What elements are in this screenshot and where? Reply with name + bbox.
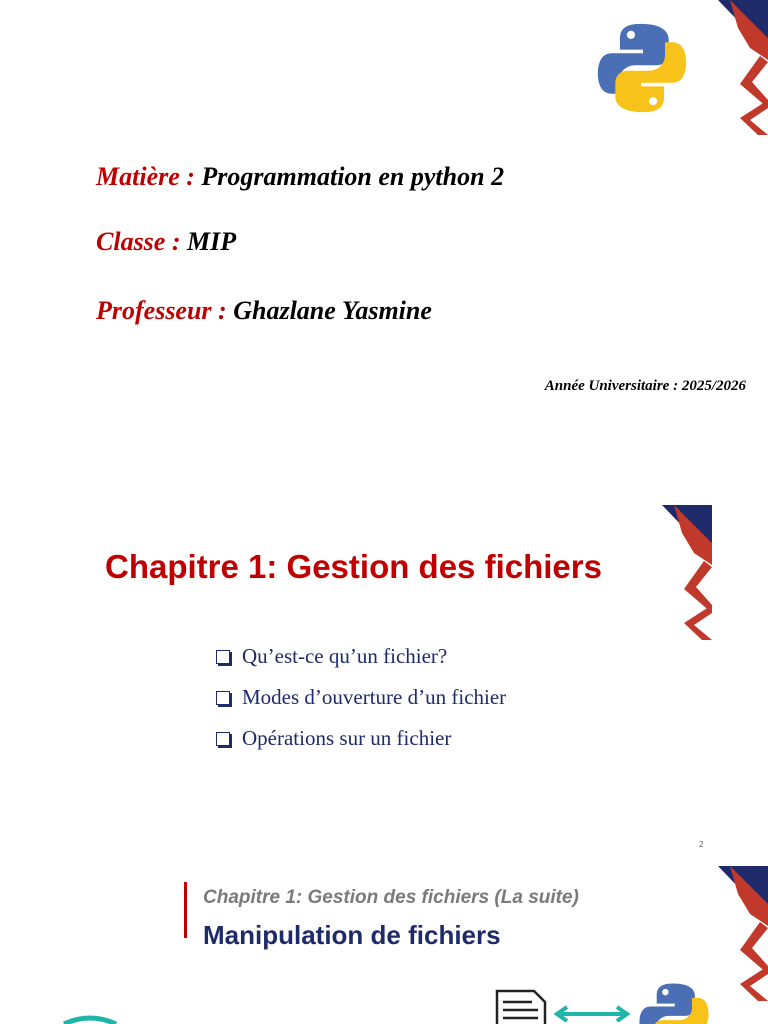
corner-ribbon	[716, 0, 768, 135]
professor-label: Professeur :	[96, 296, 227, 325]
list-item-text: Modes d’ouverture d’un fichier	[242, 685, 507, 709]
professor-value: Ghazlane Yasmine	[233, 296, 432, 325]
chapter-slide	[0, 460, 768, 860]
document-icon	[494, 988, 548, 1024]
list-item	[216, 718, 506, 759]
python-logo-icon	[638, 982, 710, 1024]
double-arrow-icon	[553, 1004, 631, 1024]
section-subtitle: Chapitre 1: Gestion des fichiers (La suite)	[203, 887, 579, 908]
corner-ribbon	[716, 866, 768, 1001]
checkbox-bullet-icon	[216, 732, 230, 746]
subject-label: Matière :	[96, 162, 195, 191]
title-slide	[0, 0, 768, 460]
chapter-title: Chapitre 1: Gestion des fichiers	[105, 548, 602, 585]
checkbox-bullet-icon	[216, 691, 230, 705]
class-label: Classe :	[96, 227, 181, 256]
professor-line	[96, 296, 432, 326]
class-line	[96, 227, 236, 257]
section-title: Manipulation de fichiers	[203, 920, 501, 950]
checkbox-bullet-icon	[216, 650, 230, 664]
class-value: MIP	[187, 227, 237, 256]
accent-bar	[184, 882, 187, 938]
page-number: 2	[699, 840, 704, 849]
section-slide	[0, 860, 768, 1024]
list-item-text: Qu’est-ce qu’un fichier?	[242, 644, 448, 668]
teal-arc-icon	[60, 1010, 120, 1024]
subject-line	[96, 162, 504, 192]
corner-ribbon	[660, 505, 712, 640]
list-item	[216, 677, 506, 718]
topic-list	[216, 636, 506, 759]
python-logo-icon	[596, 22, 688, 114]
subject-value: Programmation en python 2	[201, 162, 505, 191]
academic-year: Année Universitaire : 2025/2026	[544, 378, 746, 394]
list-item	[216, 636, 506, 677]
list-item-text: Opérations sur un fichier	[242, 726, 452, 750]
